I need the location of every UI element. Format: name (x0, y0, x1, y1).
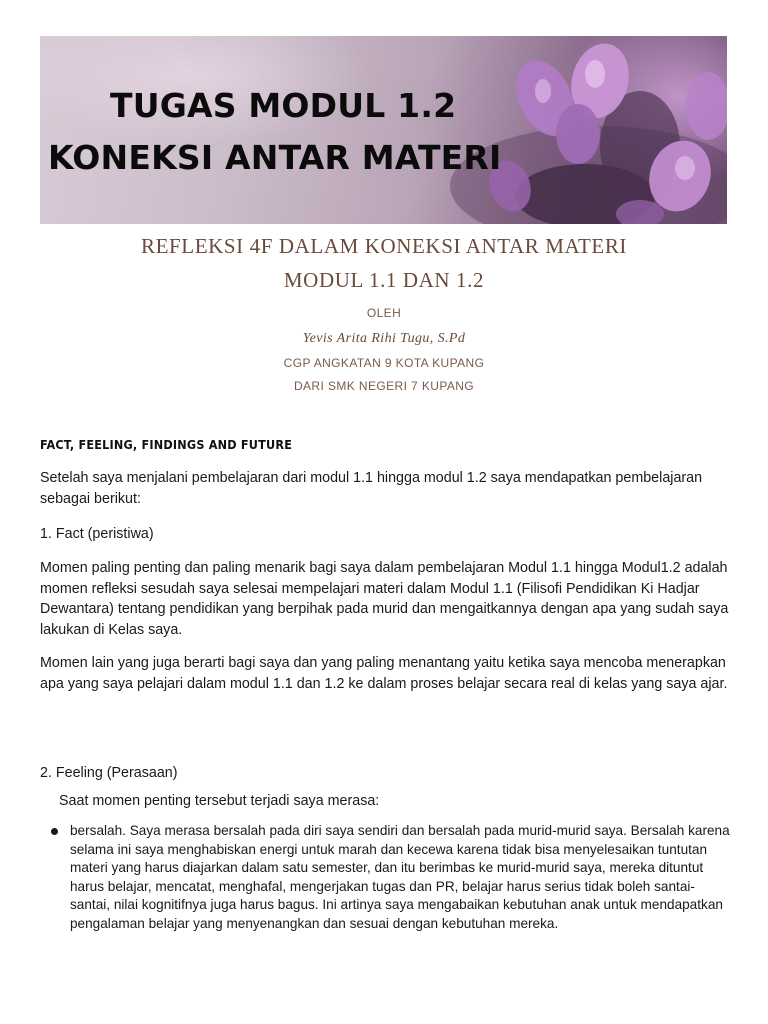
feeling-heading: 2. Feeling (Perasaan) (40, 765, 178, 781)
banner-title-line-1: TUGAS MODUL 1.2 (110, 86, 457, 125)
cohort-label: CGP ANGKATAN 9 KOTA KUPANG (283, 356, 485, 370)
banner-title-line-2: KONEKSI ANTAR MATERI (48, 138, 502, 177)
header-banner (40, 36, 727, 224)
feeling-bullet-1: bersalah. Saya merasa bersalah pada diri saya sendiri dan bersalah pada murid-murid saya. Bersalah karena selama ini saya menghabiskan energi untuk marah dan kecewa karena tidak bisa menyelesaikan tuntutan materi yang harus diajarkan dalam satu semester, dan itu berimbas ke murid-murid saya, mereka dituntut harus belajar, mencatat, menghafal, mengerjakan tugas dan PR, belajar harus serius tidak boleh santai-santai, nilai kognitifnya juga harus bagus. Ini artinya saya mengabaikan kebutuhan anak untuk mendapatkan pengalaman belajar yang menyenangkan dan sesuai dengan kebutuhan mereka. (70, 823, 730, 931)
by-label: OLEH (366, 306, 402, 320)
bullet-dot-icon (51, 828, 58, 835)
feeling-intro: Saat momen penting tersebut terjadi saya merasa: (59, 793, 380, 809)
fact-paragraph-2: Momen lain yang juga berarti bagi saya dan yang paling menantang yaitu ketika saya mencoba menerapkan apa yang saya pelajari dalam modul 1.1 dan 1.2 ke dalam proses belajar secara real di kelas yang saya ajar. (40, 655, 728, 692)
intro-paragraph: Setelah saya menjalani pembelajaran dari modul 1.1 hingga modul 1.2 saya mendapatkan pembelajaran sebagai berikut: (40, 470, 703, 507)
fact-heading: 1. Fact (peristiwa) (40, 526, 154, 542)
author-name: Yevis Arita Rihi Tugu, S.Pd (302, 331, 466, 346)
lavender-flower-image (40, 36, 727, 224)
section-heading: FACT, FEELING, FINDINGS AND FUTURE (40, 437, 293, 452)
document-title-line-1: REFLEKSI 4F DALAM KONEKSI ANTAR MATERI (140, 234, 628, 258)
document-title-line-2: MODUL 1.1 DAN 1.2 (283, 268, 485, 292)
school-label: DARI SMK NEGERI 7 KUPANG (293, 379, 475, 393)
fact-paragraph-1: Momen paling penting dan paling menarik bagi saya dalam pembelajaran Modul 1.1 hingga Modul1.2 adalah momen refleksi sesudah saya selesai mempelajari materi dalam Modul 1.1 (Filisofi Pendidikan Ki Hadjar Dewantara) tentang pendidikan yang berpihak pada murid dan mengaitkannya dengan apa yang sudah saya lakukan di Kelas saya. (40, 560, 729, 638)
